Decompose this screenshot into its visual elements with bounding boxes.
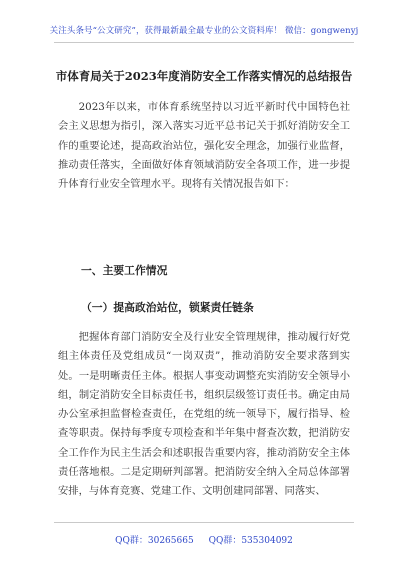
document-title: 市体育局关于2023年度消防安全工作落实情况的总结报告 <box>55 69 353 83</box>
intro-paragraph: 2023年以来，市体育系统坚持以习近平新时代中国特色社会主义思想为指引，深入落实习近平总书记关于抓好消防安全工作的重要论述，提高政治站位，强化安全理念，加强行业监督，推动责任落实，全面做好体育领域消防安全各项工作，进一步提升体育行业安全管理水平。现将有关情况报告如下： <box>58 101 350 191</box>
body-paragraph: 把握体育部门消防安全及行业安全管理规律，推动履行好党组主体责任及党组成员“一岗双责”，推动消防安全要求落到实处。一是明晰责任主体。根据人事变动调整充实消防安全领导小组，制定消防安全目标责任书，组织层级签订责任书。确定由局办公室承担监督检查责任，在党组的统一领导下，履行指导、检查等职责。保持每季度专项检查和半年集中督查次数，把消防安全工作作为民主生活会和述职报告重要内容，推动消防安全主体责任落地根。二是定期研判部署。把消防安全纳入全局总体部署安排，与体育竞赛、党建工作、文明创建同部署、同落实、 <box>58 331 350 498</box>
header-banner: 关注头条号“公文研究”，获得最新最全最专业的公文资料库！ 微信：gongwenyj <box>49 26 359 36</box>
footer <box>0 533 408 546</box>
subsection-heading: （一）提高政治站位，锁紧责任链条 <box>81 301 254 314</box>
footer-qq-group-right: QQ群：535304092 <box>208 536 293 546</box>
footer-divider <box>54 522 354 523</box>
section-heading: 一、主要工作情况 <box>81 264 168 277</box>
header-divider <box>54 42 354 43</box>
footer-qq-group-left: QQ群：30265665 <box>115 536 194 546</box>
